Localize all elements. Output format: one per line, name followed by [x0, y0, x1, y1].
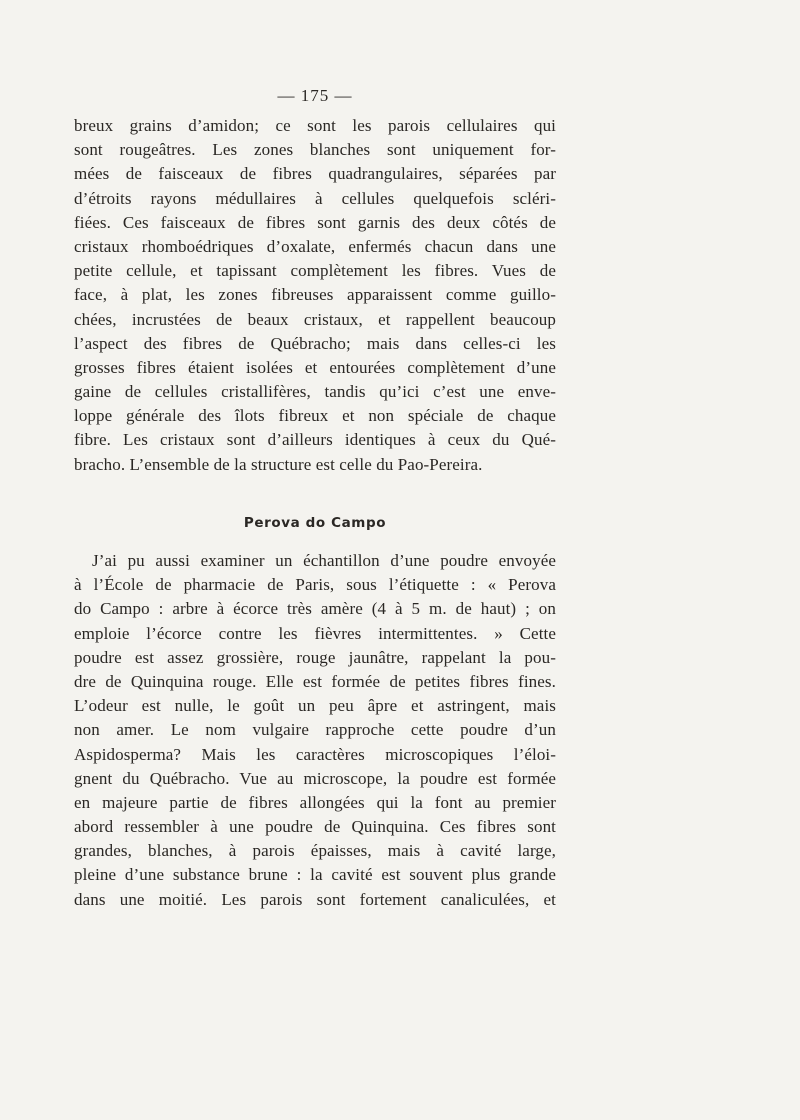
text-line: J’ai pu aussi examiner un échantillon d’une poudre envoyée [92, 551, 556, 570]
text-line: petite cellule, et tapissant complètement les fibres. Vues de [74, 261, 556, 281]
text-line: chées, incrustées de beaux cristaux, et rappellent beaucoup [74, 309, 556, 329]
text-line: do Campo : arbre à écorce très amère (4 à 5 m. de haut) ; on [74, 599, 556, 619]
text-line: gnent du Québracho. Vue au microscope, la poudre est formée [74, 768, 556, 788]
section-heading: Perova do Campo [243, 515, 387, 531]
text-line: d’étroits rayons médullaires à cellules quelquefois scléri- [74, 188, 556, 208]
text-line: à l’École de pharmacie de Paris, sous l’étiquette : « Perova [74, 575, 556, 595]
text-line: cristaux rhomboédriques d’oxalate, enfermés chacun dans une [74, 236, 556, 256]
text-line: emploie l’écorce contre les fièvres intermittentes. » Cette [74, 623, 556, 643]
text-line: pleine d’une substance brune : la cavité est souvent plus grande [74, 865, 556, 885]
text-line: grosses fibres étaient isolées et entourées complètement d’une [74, 357, 556, 377]
text-line: face, à plat, les zones fibreuses apparaissent comme guillo- [74, 285, 556, 305]
text-line: bracho. L’ensemble de la structure est celle du Pao-Pereira. [74, 454, 483, 474]
text-line: poudre est assez grossière, rouge jaunâtre, rappelant la pou- [74, 647, 556, 667]
paragraph-1 [74, 114, 556, 477]
text-line: abord ressembler à une poudre de Quinquina. Ces fibres sont [74, 817, 556, 837]
text-line: dre de Quinquina rouge. Elle est formée de petites fibres fines. [74, 671, 556, 691]
text-line: non amer. Le nom vulgaire rapproche cette poudre d’un [74, 720, 556, 740]
text-line: sont rougeâtres. Les zones blanches sont uniquement for- [74, 140, 556, 160]
text-line: grandes, blanches, à parois épaisses, mais à cavité large, [74, 841, 556, 861]
text-line: mées de faisceaux de fibres quadrangulaires, séparées par [74, 164, 556, 184]
text-line: gaine de cellules cristallifères, tandis qu’ici c’est une enve- [74, 382, 556, 402]
text-line: fiées. Ces faisceaux de fibres sont garnis des deux côtés de [74, 212, 556, 232]
text-line: Aspidosperma? Mais les caractères microscopiques l’éloi- [74, 744, 556, 764]
text-line: loppe générale des îlots fibreux et non spéciale de chaque [74, 406, 556, 426]
page-number: — 175 — [277, 86, 353, 105]
text-line: L’odeur est nulle, le goût un peu âpre et astringent, mais [74, 696, 556, 716]
text-line: l’aspect des fibres de Québracho; mais dans celles-ci les [74, 333, 556, 353]
paragraph-2 [74, 549, 556, 912]
text-line: en majeure partie de fibres allongées qui la font au premier [74, 792, 556, 812]
text-line: fibre. Les cristaux sont d’ailleurs identiques à ceux du Qué- [74, 430, 556, 450]
text-line: breux grains d’amidon; ce sont les parois cellulaires qui [74, 116, 556, 135]
text-line: dans une moitié. Les parois sont fortement canaliculées, et [74, 889, 556, 909]
